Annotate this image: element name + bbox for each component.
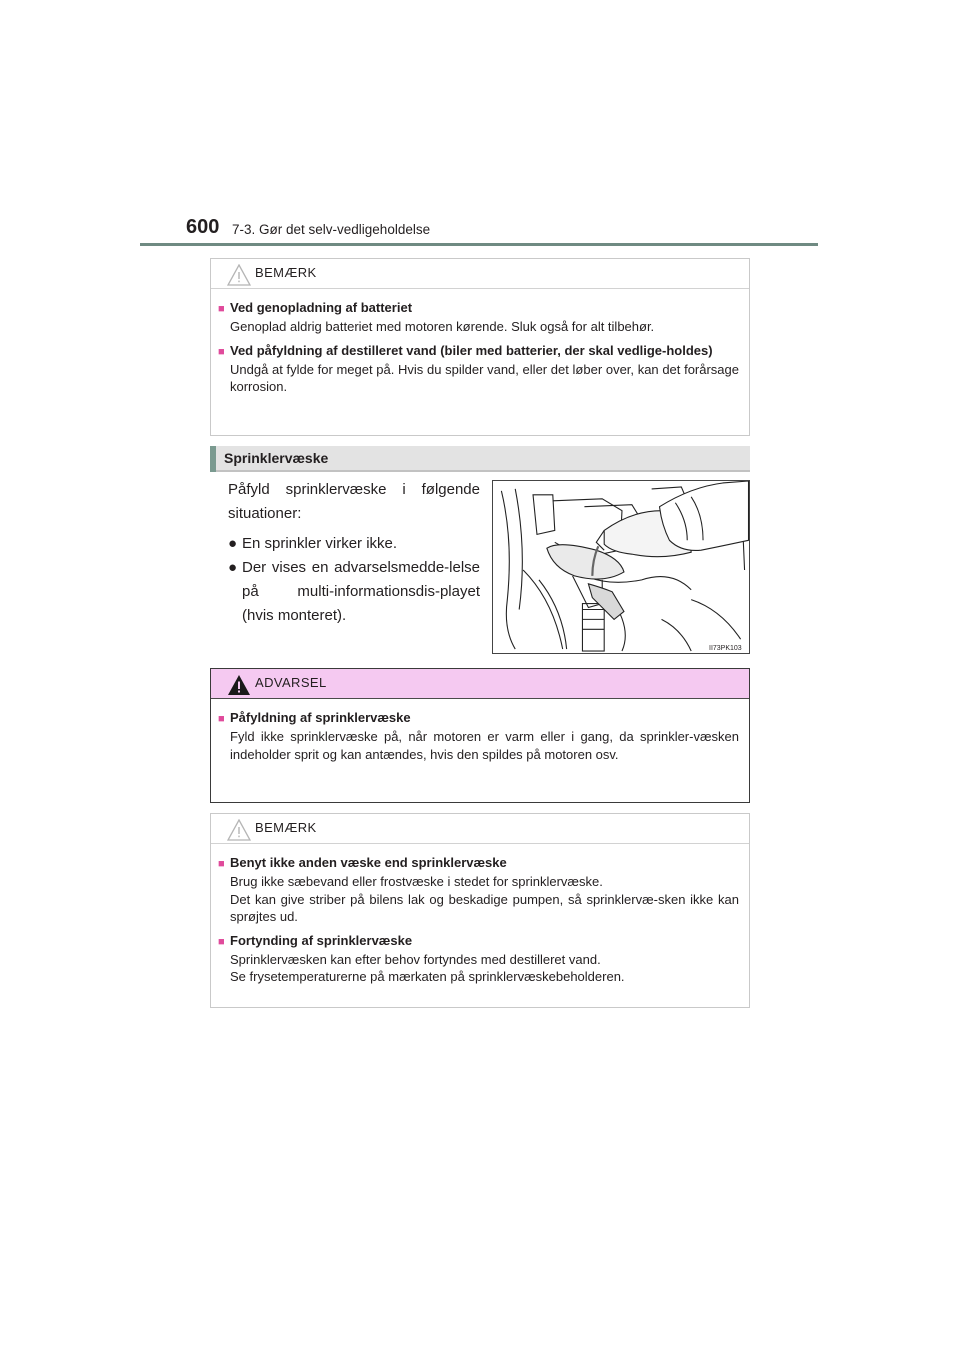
- filling-washer-fluid-illustration: [492, 480, 750, 654]
- notice-item-text: Se frysetemperaturerne på mærkaten på sprinklervæskebeholderen.: [230, 969, 625, 984]
- notice-item: [218, 342, 739, 396]
- notice-item: [218, 932, 739, 986]
- notice-item-text: Det kan give striber på bilens lak og beskadige pumpen, så sprinklervæ-sken ikke kan sprøjtes ud.: [230, 891, 739, 924]
- caution-outline-icon: [227, 819, 251, 841]
- warning-triangle-icon: [227, 674, 251, 696]
- warning-item-title: Påfyldning af sprinklervæske: [230, 710, 411, 725]
- notice-item-text: Sprinklervæsken kan efter behov fortyndes med destilleret vand.: [230, 951, 601, 967]
- notice-item-text: Genoplad aldrig batteriet med motoren kørende. Sluk også for alt tilbehør.: [230, 319, 655, 334]
- warning-item-text: Fyld ikke sprinklervæske på, når motoren er varm eller i gang, da sprinkler-væsken indeholder sprit og kan antændes, hvis den spildes på motoren osv.: [230, 729, 739, 762]
- warning-item: [218, 709, 739, 763]
- notice-item-title: Ved påfyldning af destilleret vand (biler med batterier, der skal vedlige-holdes): [230, 342, 713, 358]
- round-bullet-icon: ●: [228, 559, 238, 576]
- list-item: ● Der vises en advarselsmedde-lelse på multi-informationsdis-playet (hvis monteret).: [228, 556, 480, 628]
- notice-box-header: [211, 814, 749, 844]
- square-bullet-icon: ■: [218, 858, 225, 870]
- warning-heading: ADVARSEL: [255, 675, 327, 690]
- square-bullet-icon: ■: [218, 303, 225, 315]
- section-title: Sprinklervæske: [224, 450, 329, 466]
- section-accent: [210, 446, 216, 472]
- round-bullet-icon: ●: [228, 535, 238, 552]
- notice-item-text: Brug ikke sæbevand eller frostvæske i stedet for sprinklervæske.: [230, 874, 603, 889]
- notice-heading: BEMÆRK: [255, 265, 317, 280]
- sprinkler-intro: [228, 478, 480, 628]
- notice-item: [218, 299, 739, 336]
- notice-heading: BEMÆRK: [255, 820, 317, 835]
- situation-list: [228, 532, 480, 628]
- square-bullet-icon: ■: [218, 935, 225, 948]
- section-title-bar: [210, 446, 750, 472]
- notice-item: [218, 854, 739, 926]
- notice-box-header: [211, 259, 749, 289]
- header-rule: [140, 243, 818, 246]
- warning-box-header: [211, 669, 749, 699]
- page-number: 600: [186, 216, 220, 238]
- square-bullet-icon: ■: [218, 713, 225, 725]
- illustration-code: II73PK103: [709, 645, 742, 652]
- list-item: ● En sprinkler virker ikke.: [228, 532, 480, 556]
- square-bullet-icon: ■: [218, 345, 225, 358]
- notice-item-title: Benyt ikke anden væske end sprinklervæske: [230, 855, 507, 870]
- section-header: 7-3. Gør det selv-vedligeholdelse: [232, 222, 431, 237]
- notice-box-top: [210, 258, 750, 436]
- notice-item-text: Undgå at fylde for meget på. Hvis du spilder vand, eller det løber over, kan det forårsage korrosion.: [230, 361, 739, 394]
- warning-box: [210, 668, 750, 803]
- caution-outline-icon: [227, 264, 251, 286]
- intro-paragraph: Påfyld sprinklervæske i følgende situationer:: [228, 481, 480, 522]
- notice-item-title: Fortynding af sprinklervæske: [230, 932, 413, 948]
- notice-box-bottom: [210, 813, 750, 1008]
- notice-item-title: Ved genopladning af batteriet: [230, 300, 413, 315]
